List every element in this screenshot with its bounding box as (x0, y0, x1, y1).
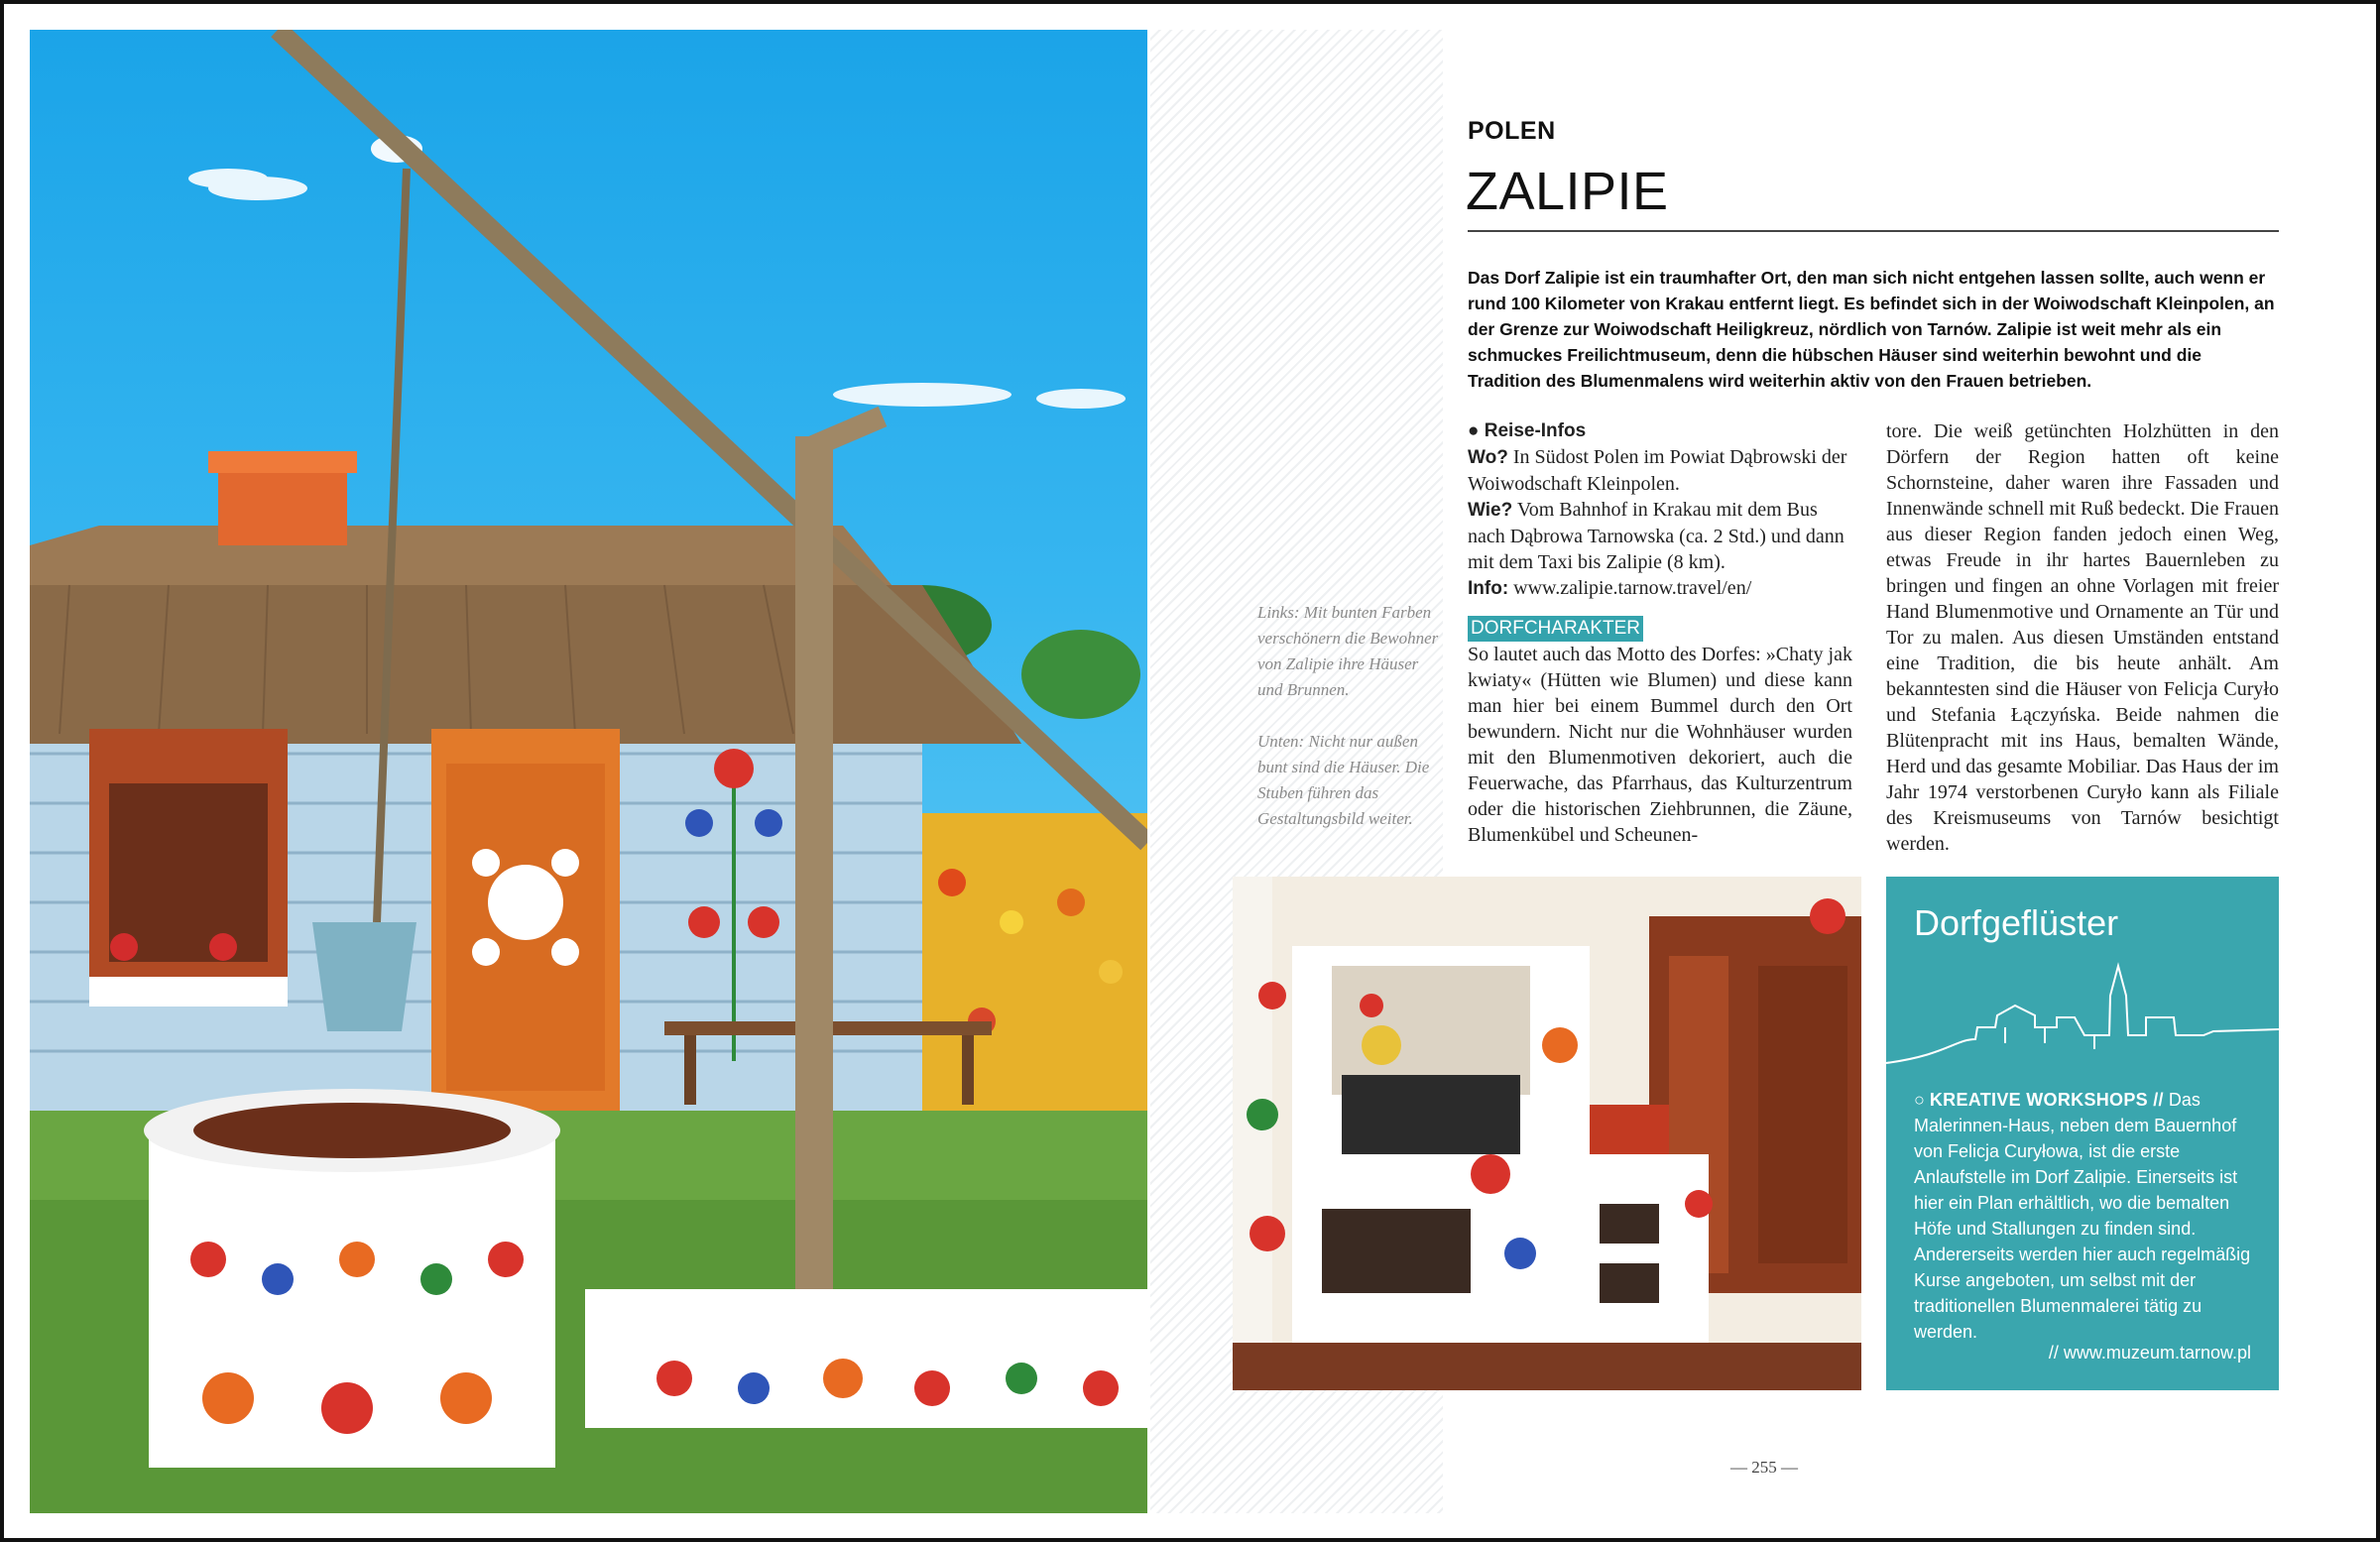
painted-house-illustration (30, 30, 1147, 1513)
sidebar-title: Dorfgeflüster (1914, 902, 2119, 943)
section-text-col1: So lautet auch das Motto des Dorfes: »Chaty jak kwiaty« (Hütten wie Blumen) und diese kann man hier bei einem Bummel durch den Ort bewundern. Nicht nur die Wohnhäuser wurden mit den Blumenmotiven dekoriert, auch die Feuerwache, das Pfarrhaus, das Kulturzentrum oder die historischen Ziehbrunnen, die Zäune, Blumenkübel und Scheunen- (1468, 644, 1852, 846)
column-1 (1468, 418, 1852, 848)
country-kicker: POLEN (1468, 117, 1556, 145)
travel-info-where (1468, 444, 1852, 497)
how-text: Vom Bahnhof in Krakau mit dem Bus nach Dąbrowa Tarnowska (ca. 2 Std.) und dann mit dem Taxi bis Zalipie (8 km). (1468, 499, 1844, 573)
sidebar-keyword: KREATIVE WORKSHOPS // (1929, 1090, 2164, 1110)
painted-stove-illustration (1233, 877, 1861, 1390)
info-link[interactable]: www.zalipie.tarnow.travel/en/ (1513, 577, 1752, 599)
where-text: In Südost Polen im Powiat Dąbrowski der Woiwodschaft Kleinpolen. (1468, 446, 1847, 495)
sidebar-body: Das Malerinnen-Haus, neben dem Bauernhof von Felicja Curyłowa, ist die erste Anlaufstelle im Dorf Zalipie. Einerseits ist hier ein Plan erhältlich, wo die bemalten Höfe und Stallungen zu finden sind. Andererseits werden hier auch regelmäßig Kurse angeboten, um selbst mit der traditionellen Blumenmalerei tätig zu werden. (1914, 1090, 2251, 1342)
travel-info-heading: ● Reise-Infos (1468, 420, 1587, 441)
info-label: Info: (1468, 578, 1509, 599)
section-heading-dorfcharakter: DORFCHARAKTER (1468, 616, 1643, 642)
lead-paragraph: Das Dorf Zalipie ist ein traumhafter Ort, den man sich nicht entgehen lassen sollte, auch wenn er rund 100 Kilometer von Krakau entfernt liegt. Es befindet sich in der Woiwodschaft Kleinpolen, an der Grenze zur Woiwodschaft Heiligkreuz, nördlich von Tarnów. Zalipie ist weit mehr als ein schmuckes Freilichtmuseum, denn die hübschen Häuser sind weiterhin bewohnt und die Tradition des Blumenmalens wird weiterhin aktiv von den Frauen betrieben. (1468, 268, 2275, 391)
sidebar-text (1914, 1087, 2261, 1345)
circle-bullet-icon: ○ (1914, 1090, 1930, 1110)
interior-photo (1233, 877, 1861, 1390)
page-number: — 255 — (1730, 1458, 1798, 1477)
sidebar-link[interactable]: // www.muzeum.tarnow.pl (2048, 1343, 2251, 1363)
travel-info-how (1468, 497, 1852, 575)
village-skyline-icon (1886, 936, 2279, 1065)
section-text-col2: tore. Die weiß getünchten Holzhütten in den Dörfern der Region hatten oft keine Schornsteine, daher waren ihre Fassaden und Innenwände schnell mit Ruß bedeckt. Die Frauen aus dieser Region fanden jedoch einen Weg, etwas Freude in ihr hartes Bauernleben zu bringen und fingen an ohne Vorlagen mit freier Hand Blumenmotive und Ornamente an Tür und Tor zu malen. Aus diesen Umständen entstand eine Tradition, die bis heute anhält. Am bekanntesten sind die Häuser von Felicja Curyło und Stefania Łączyńska. Beide nahmen die Blütenpracht mit ins Haus, bemalten Wände, Herd und das gesamte Mobiliar. Das Haus der im Jahr 1974 verstorbenen Curyło kann als Filiale des Kreismuseums von Tarnów besichtigt werden. (1886, 420, 2279, 855)
sidebar-box (1886, 877, 2279, 1390)
title-rule (1468, 230, 2279, 232)
page-title: ZALIPIE (1466, 162, 1669, 221)
where-label: Wo? (1468, 447, 1508, 468)
village-photo (30, 30, 1147, 1513)
how-label: Wie? (1468, 500, 1513, 521)
photo-captions (1257, 600, 1446, 832)
caption-below: Unten: Nicht nur außen bunt sind die Häuser. Die Stuben führen das Gestaltungsbild weiter. (1257, 732, 1430, 828)
travel-info-info (1468, 575, 1852, 602)
caption-left: Links: Mit bunten Farben verschönern die Bewohner von Zalipie ihre Häuser und Brunnen. (1257, 603, 1439, 699)
